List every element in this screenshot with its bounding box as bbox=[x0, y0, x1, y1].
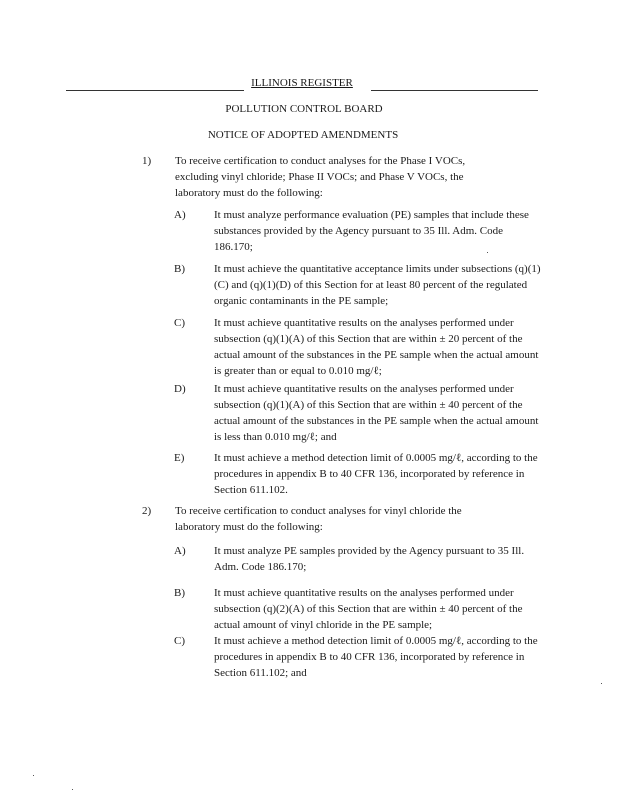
item-2-A-label: A) bbox=[174, 545, 186, 557]
item-2-B-label: B) bbox=[174, 587, 185, 599]
item-2-text: To receive certification to conduct analyses for vinyl chloride the laboratory must do the following: bbox=[175, 505, 462, 533]
board-title: POLLUTION CONTROL BOARD bbox=[225, 103, 383, 115]
scan-speck bbox=[72, 789, 73, 790]
notice-title: NOTICE OF ADOPTED AMENDMENTS bbox=[207, 129, 399, 141]
item-1-B-label: B) bbox=[174, 263, 185, 275]
item-2-A-text: It must analyze PE samples provided by the Agency pursuant to 35 Ill. Adm. Code 186.170; bbox=[214, 545, 525, 573]
item-1-text: To receive certification to conduct analyses for the Phase I VOCs, excluding vinyl chloride; Phase II VOCs; and Phase V VOCs, the laboratory must do the following: bbox=[175, 155, 466, 199]
item-1-C-label: C) bbox=[174, 317, 185, 329]
item-1-E-label: E) bbox=[174, 452, 185, 464]
item-1-number: 1) bbox=[142, 155, 152, 167]
item-2-B-text: It must achieve quantitative results on the analyses performed under subsection (q)(2)(A) of this Section that are within ± 40 percent of the actual amount of vinyl chloride in the PE sample; bbox=[214, 587, 523, 631]
item-1-A-label: A) bbox=[174, 209, 186, 221]
register-title: ILLINOIS REGISTER bbox=[251, 77, 353, 89]
scan-speck bbox=[601, 683, 602, 684]
item-1-A-text: It must analyze performance evaluation (PE) samples that include these substances provided by the Agency pursuant to 35 Ill. Adm. Code 186.170; bbox=[214, 209, 529, 253]
item-2-C-text: It must achieve a method detection limit of 0.0005 mg/ℓ, according to the procedures in appendix B to 40 CFR 136, incorporated by reference in Section 611.102; and bbox=[214, 635, 538, 679]
item-2-number: 2) bbox=[142, 505, 152, 517]
scan-speck bbox=[487, 252, 488, 253]
item-1-C-text: It must achieve quantitative results on the analyses performed under subsection (q)(1)(A) of this Section that are within ± 20 percent of the actual amount of the substances in the PE sample when the actual amount is greater than or equal to 0.010 mg/ℓ; bbox=[214, 317, 539, 377]
item-1-E-text: It must achieve a method detection limit of 0.0005 mg/ℓ, according to the procedures in appendix B to 40 CFR 136, incorporated by reference in Section 611.102. bbox=[214, 452, 538, 496]
item-1-B-text: It must achieve the quantitative acceptance limits under subsections (q)(1)(C) and (q)(1)(D) of this Section for at least 80 percent of the regulated organic contaminants in the PE sample; bbox=[214, 263, 541, 307]
item-1-D-text: It must achieve quantitative results on the analyses performed under subsection (q)(1)(A) of this Section that are within ± 40 percent of the actual amount of the substances in the PE sample when the actual amount is less than 0.010 mg/ℓ; and bbox=[214, 383, 539, 443]
item-1-D-label: D) bbox=[174, 383, 186, 395]
item-2-C-label: C) bbox=[174, 635, 185, 647]
scan-speck bbox=[33, 775, 34, 776]
